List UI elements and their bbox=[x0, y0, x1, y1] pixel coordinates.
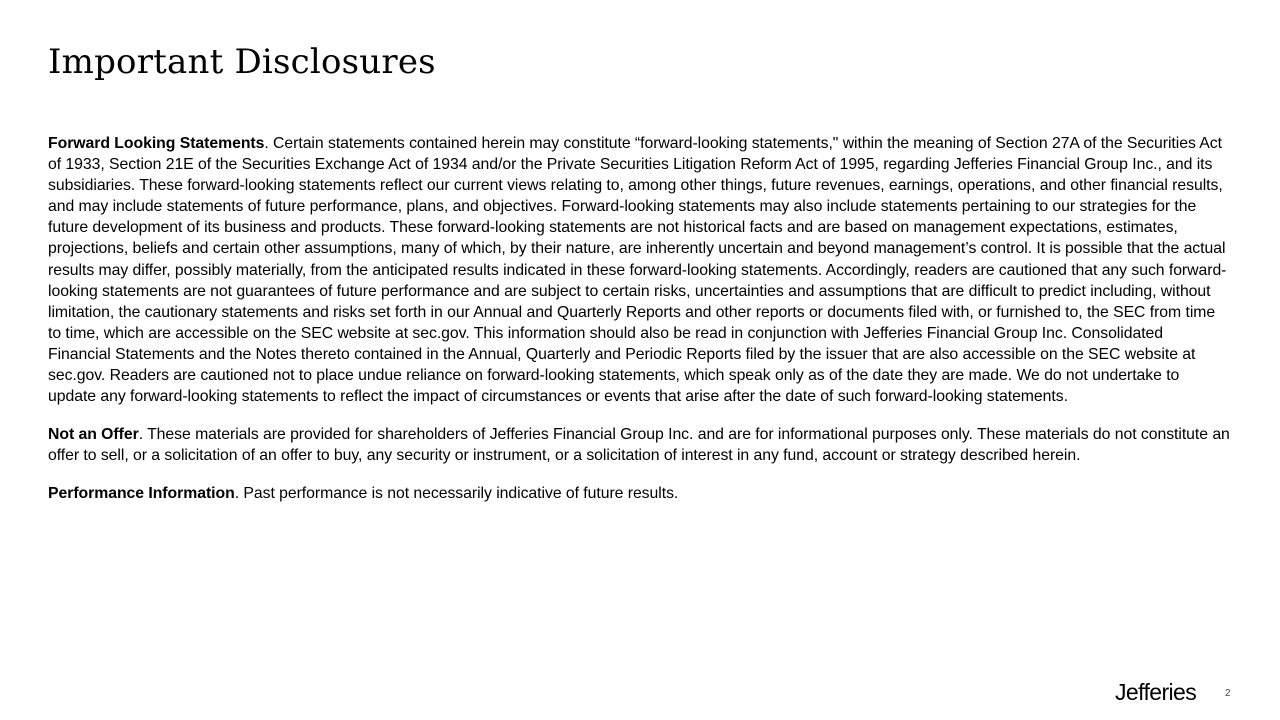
disclosure-performance bbox=[48, 483, 1230, 504]
disclosure-body: . These materials are provided for shareholders of Jefferies Financial Group Inc. and are for informational purposes only. These materials do not constitute an offer to sell, or a solicitation of an offer to buy, any security or instrument, or a solicitation of interest in any fund, account or strategy described herein. bbox=[48, 426, 1230, 465]
page-number: 2 bbox=[1225, 688, 1231, 699]
disclosure-heading: Performance Information bbox=[48, 485, 235, 503]
disclosure-body: . Certain statements contained herein may constitute “forward-looking statements," within the meaning of Section 27A of the Securities Act of 1933, Section 21E of the Securities Exchange Act of 1934 and/or the Private Securities Litigation Reform Act of 1995, regarding Jefferies Financial Group Inc., and its subsidiaries. These forward-looking statements reflect our current views relating to, among other things, future revenues, earnings, operations, and other financial results, and may include statements of future performance, plans, and objectives. Forward-looking statements may also include statements pertaining to our strategies for the future development of its business and products. These forward-looking statements are not historical facts and are based on management expectations, estimates, projections, beliefs and certain other assumptions, many of which, by their nature, are inherently uncertain and beyond management’s control. It is possible that the actual results may differ, possibly materially, from the anticipated results indicated in these forward-looking statements. Accordingly, readers are cautioned that any such forward-looking statements are not guarantees of future performance and are subject to certain risks, uncertainties and assumptions that are difficult to predict including, without limitation, the cautionary statements and risks set forth in our Annual and Quarterly Reports and other reports or documents filed with, or furnished to, the SEC from time to time, which are accessible on the SEC website at sec.gov. This information should also be read in conjunction with Jefferies Financial Group Inc. Consolidated Financial Statements and the Notes thereto contained in the Annual, Quarterly and Periodic Reports filed by the issuer that are also accessible on the SEC website at sec.gov. Readers are cautioned not to place undue reliance on forward-looking statements, which speak only as of the date they are made. We do not undertake to update any forward-looking statements to reflect the impact of circumstances or events that arise after the date of such forward-looking statements. bbox=[48, 135, 1227, 406]
disclosures-content bbox=[48, 133, 1230, 522]
disclosure-body: . Past performance is not necessarily indicative of future results. bbox=[234, 485, 679, 503]
jefferies-logo: Jefferies bbox=[1115, 679, 1197, 705]
page-title: Important Disclosures bbox=[48, 42, 436, 82]
disclosure-heading: Forward Looking Statements bbox=[48, 135, 265, 152]
disclosure-forward-looking bbox=[48, 133, 1230, 407]
disclosure-not-an-offer bbox=[48, 424, 1230, 466]
disclosure-heading: Not an Offer bbox=[48, 426, 139, 444]
